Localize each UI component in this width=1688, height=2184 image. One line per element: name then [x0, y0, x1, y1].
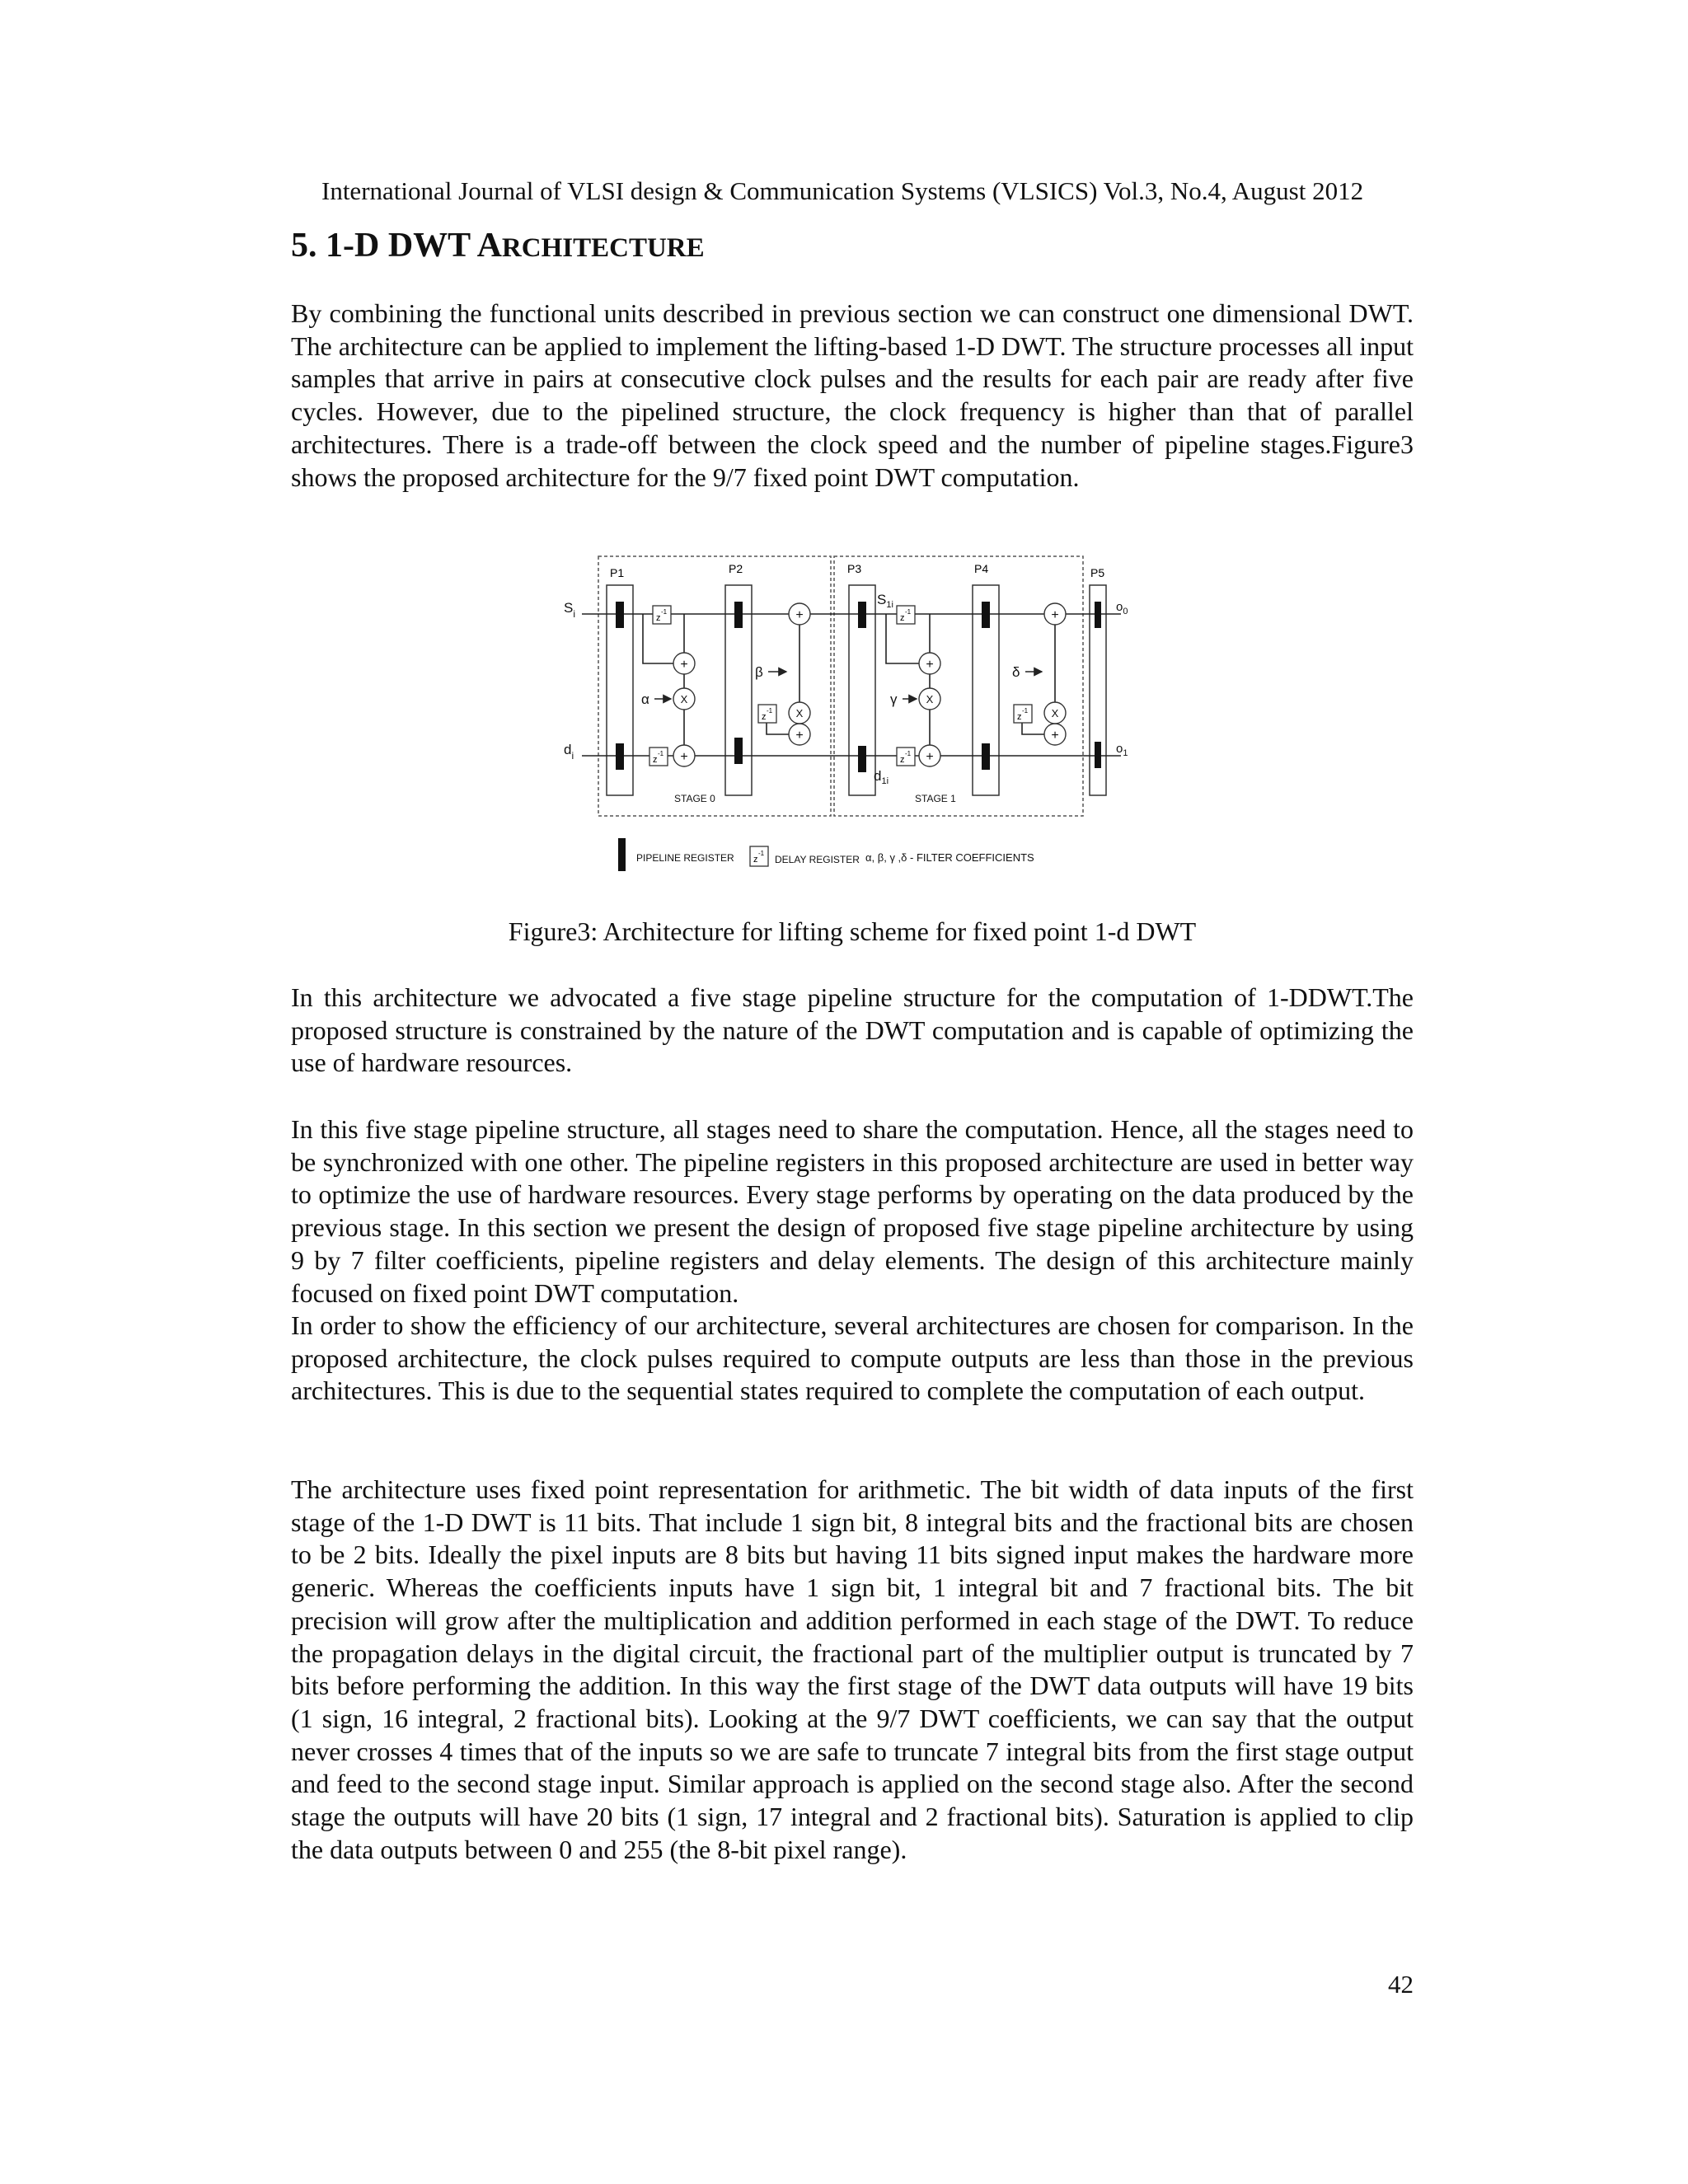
svg-text:+: + — [1051, 608, 1059, 622]
legend-delay-register-icon — [750, 846, 768, 866]
coef-delta: δ — [1012, 664, 1020, 680]
section-title-main: 1-D DWT A — [326, 227, 502, 265]
delay-exp: -1 — [661, 608, 668, 616]
svg-text:+: + — [680, 658, 688, 672]
delay-z: z — [900, 755, 905, 765]
section-number: 5. — [291, 227, 317, 265]
label-p3: P3 — [847, 562, 862, 575]
svg-text:+: + — [1051, 729, 1059, 743]
svg-text:+: + — [795, 608, 804, 622]
svg-text:+: + — [926, 658, 934, 672]
delay-z: z — [900, 613, 905, 623]
label-stage0: STAGE 0 — [674, 793, 715, 804]
paragraph-efficiency: In order to show the efficiency of our architecture, several architectures are chosen for comparison. In the proposed architecture, the clock pulses required to compute outputs are less than those in the previous architectures. This is due to the sequential states required to complete the computation of each output. — [291, 1310, 1414, 1406]
delay-exp: -1 — [905, 608, 912, 616]
svg-text:X: X — [926, 693, 934, 705]
label-o0: $o_0$ — [1116, 600, 1128, 616]
svg-text:X: X — [680, 693, 688, 705]
figure-architecture — [552, 548, 1179, 902]
figure-caption: Figure3: Architecture for lifting scheme for fixed point 1-d DWT — [508, 916, 1197, 946]
delay-z: z — [653, 755, 658, 765]
legend-filter-coefficients: α, β, γ ,δ - FILTER COEFFICIENTS — [865, 851, 1034, 864]
running-header: International Journal of VLSI design & Communication Systems (VLSICS) Vol.3, No.4, August 2012 — [321, 176, 1364, 205]
delay-z: z — [762, 712, 767, 722]
reg-p5-top — [1095, 602, 1101, 628]
label-p4: P4 — [974, 562, 989, 575]
reg-p3-bottom — [858, 746, 866, 772]
reg-p5-bottom — [1095, 742, 1101, 768]
delay-register-s1-mid — [1014, 705, 1032, 723]
label-stage1: STAGE 1 — [915, 793, 956, 804]
delay-z: z — [1017, 712, 1022, 722]
svg-text:-1: -1 — [758, 850, 765, 857]
section-title-smallcaps: RCHITECTURE — [501, 233, 705, 263]
svg-text:z: z — [753, 855, 758, 865]
label-s1i: $S_{1i}$ — [877, 592, 893, 610]
architecture-diagram — [552, 548, 1179, 902]
reg-p3-top — [858, 602, 866, 628]
label-d1i: $d_{1i}$ — [874, 768, 889, 786]
delay-register-s0-bottom — [649, 748, 668, 766]
delay-exp: -1 — [658, 750, 664, 757]
reg-p4-top — [982, 602, 990, 628]
legend-pipeline-register-icon — [618, 838, 626, 871]
delay-exp: -1 — [767, 707, 773, 715]
delay-register-s0-mid — [758, 705, 776, 723]
coef-alpha: α — [641, 691, 649, 707]
paragraph-fixed-point: The architecture uses fixed point representation for arithmetic. The bit width of data inputs of the first stage of the 1-D DWT is 11 bits. That include 1 sign bit, 8 integral bits and the fractional bits are chosen to be 2 bits. Ideally the pixel inputs are 8 bits but having 11 bits signed input makes the hardware more generic. Whereas the coefficients inputs have 1 sign bit, 1 integral bit and 7 fractional bits. The bit precision will grow after the multiplication and addition performed in each stage of the DWT. To reduce the propagation delays in the digital circuit, the fractional part of the multiplier output is truncated by 7 bits before performing the addition. In this way the first stage of the DWT data outputs will have 19 bits (1 sign, 16 integral, 2 fractional bits). Looking at the 9/7 DWT coefficients, we can say that the output never crosses 4 times that of the inputs so we are safe to truncate 7 integral bits from the first stage output and feed to the second stage input. Similar approach is applied on the second stage also. After the second stage the outputs will have 20 bits (1 sign, 17 integral and 2 fractional bits). Saturation is applied to clip the data outputs between 0 and 255 (the 8-bit pixel range). — [291, 1474, 1414, 1864]
legend-pipeline-register-label: PIPELINE REGISTER — [636, 852, 734, 864]
reg-p2-bottom — [734, 738, 743, 764]
reg-p4-bottom — [982, 743, 990, 770]
paragraph-synchronization: In this five stage pipeline structure, all stages need to share the computation. Hence, all the stages need to be synchronized with one other. The pipeline registers in this proposed architecture are used in better way to optimize the use of hardware resources. Every stage performs by operating on the data produced by the previous stage. In this section we present the design of proposed five stage pipeline architecture by using 9 by 7 filter coefficients, pipeline registers and delay elements. The design of this architecture mainly focused on fixed point DWT computation. — [291, 1114, 1414, 1308]
reg-p1-top — [616, 602, 624, 628]
coef-gamma: γ — [890, 691, 898, 707]
delay-exp: -1 — [905, 750, 912, 757]
paragraph-five-stage: In this architecture we advocated a five stage pipeline structure for the computation of 1-DDWT.The proposed structure is constrained by the nature of the DWT computation and is capable of optimizing the use of hardware resources. — [291, 982, 1414, 1078]
svg-text:X: X — [795, 707, 804, 719]
delay-register-s0-top — [653, 606, 671, 624]
label-p2: P2 — [729, 562, 743, 575]
label-p5: P5 — [1090, 566, 1105, 579]
coef-beta: β — [755, 664, 763, 680]
delay-register-s1-top — [897, 606, 915, 624]
label-o1: $o_1$ — [1116, 742, 1128, 758]
svg-text:X: X — [1051, 707, 1059, 719]
label-di: $d_i$ — [564, 742, 574, 762]
reg-p1-bottom — [616, 743, 624, 770]
svg-text:+: + — [926, 750, 934, 764]
legend-delay-register-label: DELAY REGISTER — [775, 854, 860, 865]
paragraph-intro: By combining the functional units described in previous section we can construct one dimensional DWT. The architecture can be applied to implement the lifting-based 1-D DWT. The structure processes all input samples that arrive in pairs at consecutive clock pulses and the results for each pair are ready after five cycles. However, due to the pipelined structure, the clock frequency is higher than that of parallel architectures. There is a trade-off between the clock speed and the number of pipeline stages.Figure3 shows the proposed architecture for the 9/7 fixed point DWT computation. — [291, 298, 1414, 492]
reg-p2-top — [734, 602, 743, 628]
delay-exp: -1 — [1022, 707, 1029, 715]
label-p1: P1 — [610, 566, 625, 579]
label-si: $S_i$ — [564, 600, 576, 620]
section-heading — [291, 224, 705, 269]
svg-text:+: + — [680, 750, 688, 764]
delay-register-s1-bottom — [897, 748, 915, 766]
delay-z: z — [656, 613, 661, 623]
page-number: 42 — [1388, 1970, 1414, 1999]
svg-text:+: + — [795, 729, 804, 743]
